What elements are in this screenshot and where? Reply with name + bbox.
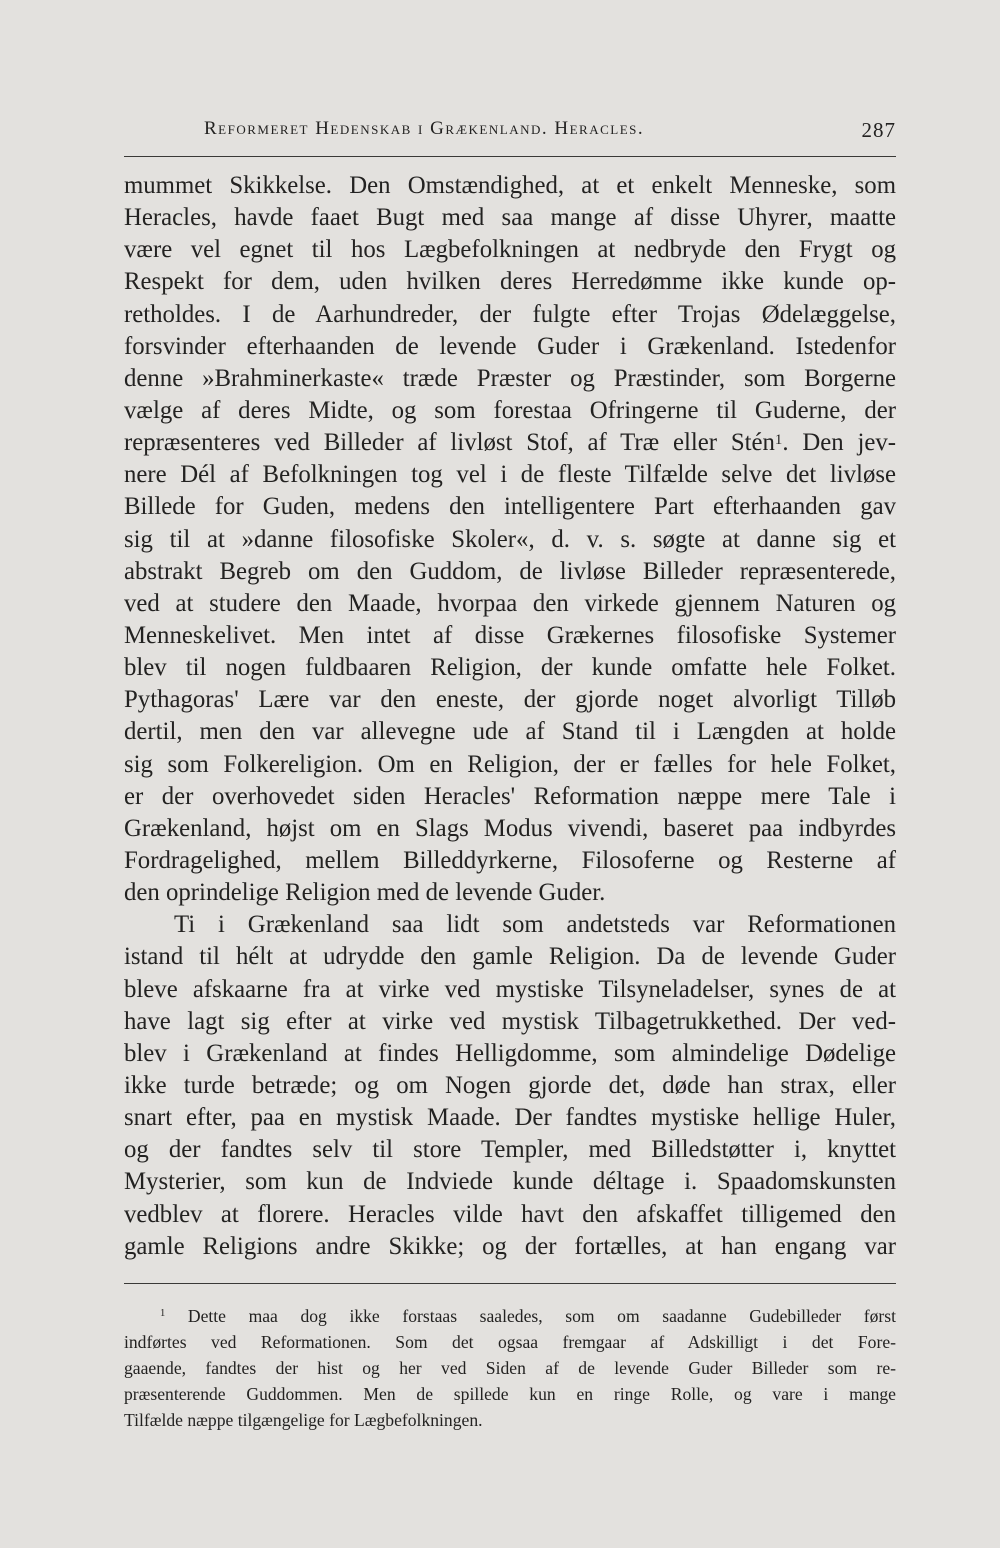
text-line: Pythagoras' Lære var den eneste, der gjorde noget alvorligt Tilløb — [124, 686, 896, 714]
footnote — [124, 1303, 896, 1433]
text-line: nere Dél af Befolkningen tog vel i de fleste Tilfælde selve det livløse — [124, 461, 896, 489]
text-line: ikke turde betræde; og om Nogen gjorde det, døde han strax, eller — [124, 1071, 896, 1099]
running-title: Reformeret Hedenskab i Grækenland. Heracles. — [204, 118, 645, 139]
text-fragment: Dette maa dog ikke forstaas saaledes, som om saadanne Gudebilleder først — [187, 1306, 896, 1326]
footnote-reference: 1 — [774, 432, 783, 449]
text-line: Mysterier, som kun de Indviede kunde déltage i. Spaadomskunsten — [124, 1168, 896, 1196]
text-line: Menneskelivet. Men intet af disse Grækernes filosofiske Systemer — [124, 621, 896, 649]
text-line: forsvinder efterhaanden de levende Guder i Grækenland. Istedenfor — [124, 332, 896, 360]
text-fragment: repræsenteres ved Billeder af livløst Stof, af Træ eller Stén — [124, 429, 775, 457]
text-line: mummet Skikkelse. Den Omstændighed, at et enkelt Menneske, som — [124, 172, 896, 199]
text-line: sig som Folkereligion. Om en Religion, der er fælles for hele Folket, — [124, 750, 896, 778]
running-head — [124, 118, 896, 154]
footnote-marker: 1 — [160, 1308, 166, 1319]
text-line: være vel egnet til hos Lægbefolkningen at nedbryde den Frygt og — [124, 236, 896, 264]
text-line: vælge af deres Midte, og som forestaa Ofringerne til Guderne, der — [124, 396, 896, 424]
text-line: Respekt for dem, uden hvilken deres Herredømme ikke kunde op- — [124, 268, 896, 296]
text-line: have lagt sig efter at virke ved mystisk Tilbagetrukkethed. Der ved- — [124, 1007, 896, 1035]
text-line: blev til nogen fuldbaaren Religion, der kunde omfatte hele Folket. — [124, 654, 896, 682]
text-line: Grækenland, højst om en Slags Modus vivendi, baseret paa indbyrdes — [124, 814, 896, 842]
footnote-line: Tilfælde næppe tilgængelige for Lægbefolkningen. — [124, 1410, 483, 1431]
text-line: sig til at »danne filosofiske Skoler«, d. v. s. søgte at danne sig et — [124, 525, 896, 553]
text-line: bleve afskaarne fra at virke ved mystiske Tilsyneladelser, synes de at — [124, 975, 896, 1003]
text-line: blev i Grækenland at findes Helligdomme, som almindelige Dødelige — [124, 1039, 896, 1067]
text-line-with-footnote-ref — [124, 427, 896, 459]
text-line: Billede for Guden, medens den intelligentere Part efterhaanden gav — [124, 493, 896, 521]
text-line: dertil, men den var allevegne ude af Stand til i Længden at holde — [124, 718, 896, 746]
text-fragment: . Den jev- — [782, 429, 896, 457]
text-line: den oprindelige Religion med de levende Guder. — [124, 879, 606, 907]
header-rule — [124, 156, 896, 157]
text-line: gamle Religions andre Skikke; og der fortælles, at han engang var — [124, 1232, 896, 1260]
text-line: er der overhovedet siden Heracles' Reformation næppe mere Tale i — [124, 782, 896, 810]
footnote-rule — [124, 1283, 896, 1284]
text-line: vedblev at florere. Heracles vilde havt den afskaffet tilligemed den — [124, 1200, 896, 1228]
text-line: Fordragelighed, mellem Billeddyrkerne, Filosoferne og Resterne af — [124, 846, 896, 874]
text-line: Heracles, havde faaet Bugt med saa mange af disse Uhyrer, maatte — [124, 204, 896, 232]
text-line: abstrakt Begreb om den Guddom, de livløse Billeder repræsenterede, — [124, 557, 896, 585]
footnote-line: præsenterende Guddommen. Men de spillede kun en ringe Rolle, og vare i mange — [124, 1384, 896, 1405]
footnote-line: indførtes ved Reformationen. Som det ogsaa fremgaar af Adskilligt i det Fore- — [124, 1332, 896, 1353]
footnote-line — [124, 1303, 896, 1329]
text-line: denne »Brahminerkaste« træde Præster og Præstinder, som Borgerne — [124, 364, 896, 392]
text-line: og der fandtes selv til store Templer, med Billedstøtter i, knyttet — [124, 1136, 896, 1164]
page-number: 287 — [861, 118, 896, 142]
text-line: Ti i Grækenland saa lidt som andetsteds var Reformationen — [174, 911, 896, 939]
text-line: ved at studere den Maade, hvorpaa den virkede gjennem Naturen og — [124, 589, 896, 617]
text-line: retholdes. I de Aarhundreder, der fulgte efter Trojas Ødelæggelse, — [124, 300, 896, 328]
main-text — [124, 170, 896, 1263]
text-line: snart efter, paa en mystisk Maade. Der fandtes mystiske hellige Huler, — [124, 1104, 896, 1132]
footnote-line: gaaende, fandtes der hist og her ved Siden af de levende Guder Billeder som re- — [124, 1358, 896, 1379]
text-line: istand til hélt at udrydde den gamle Religion. Da de levende Guder — [124, 943, 896, 971]
